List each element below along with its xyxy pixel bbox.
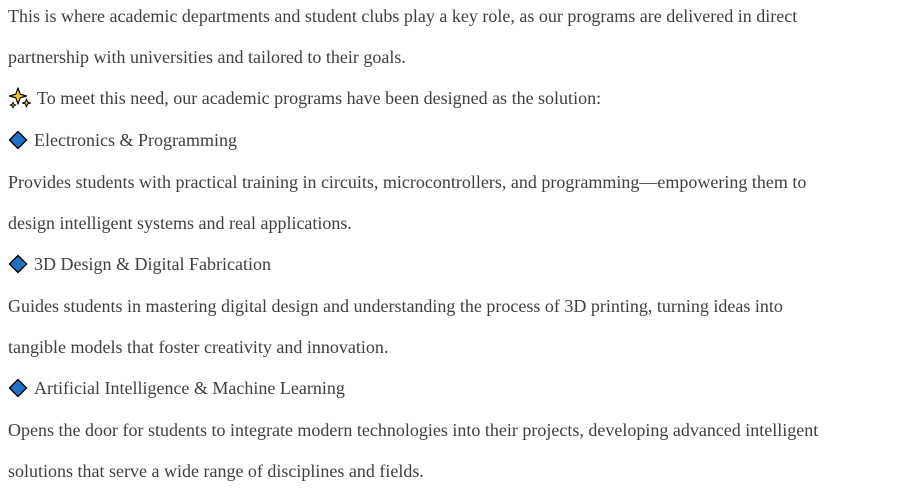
solution-line — [8, 86, 601, 112]
solution-text: To meet this need, our academic programs have been designed as the solution: — [37, 88, 602, 108]
intro-paragraph-line-1: This is where academic departments and student clubs play a key role, as our programs are delivered in direct — [8, 6, 798, 26]
blue-diamond-icon — [8, 130, 28, 150]
program-description-line-1: Provides students with practical training in circuits, microcontrollers, and programming—empowering them to — [8, 172, 807, 192]
program-title: Artificial Intelligence & Machine Learning — [34, 378, 345, 398]
program-description-line-1: Guides students in mastering digital design and understanding the process of 3D printing, turning ideas into — [8, 296, 783, 316]
blue-diamond-icon — [8, 378, 28, 398]
program-description-line-2: design intelligent systems and real applications. — [8, 213, 352, 233]
program-description-line-2: tangible models that foster creativity and innovation. — [8, 337, 389, 357]
program-description-line-2: solutions that serve a wide range of disciplines and fields. — [8, 461, 424, 481]
program-title: Electronics & Programming — [34, 130, 237, 150]
program-heading — [8, 128, 237, 152]
program-title: 3D Design & Digital Fabrication — [34, 254, 271, 274]
program-description-line-1: Opens the door for students to integrate modern technologies into their projects, developing advanced intelligent — [8, 420, 819, 440]
program-heading — [8, 376, 345, 400]
intro-paragraph-line-2: partnership with universities and tailored to their goals. — [8, 47, 406, 67]
blue-diamond-icon — [8, 254, 28, 274]
program-heading — [8, 252, 271, 276]
sparkles-icon — [8, 86, 32, 110]
